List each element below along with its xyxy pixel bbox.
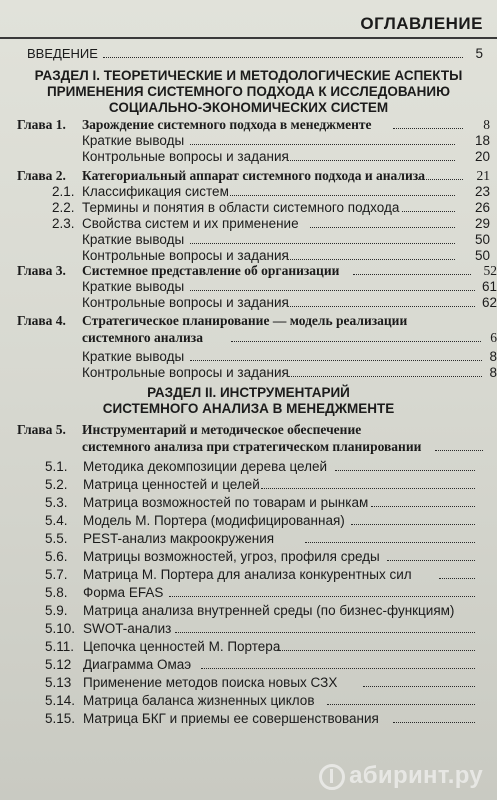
toc-entry-subsection[interactable]: [45, 657, 490, 675]
chapter-title: Системное представление об организации: [82, 263, 340, 278]
entry-page: 8: [489, 365, 497, 380]
labirint-logo-icon: [319, 764, 345, 790]
dot-leader: [327, 703, 475, 705]
toc-entry-subsection[interactable]: [45, 513, 490, 531]
entry-title: Контрольные вопросы и задания: [82, 365, 289, 380]
toc-entry-subsection[interactable]: [45, 711, 490, 729]
watermark-text: абиринт.ру: [349, 762, 483, 789]
dot-leader: [261, 487, 475, 489]
subsection-number: 5.13: [45, 675, 72, 690]
subsection-number: 2.2.: [52, 200, 75, 215]
entry-page: 26: [474, 200, 490, 215]
toc-entry-subsection[interactable]: [45, 549, 490, 567]
entry-title: Матрица анализа внутренней среды (по бизнес-функциям): [83, 603, 455, 618]
dot-leader: [335, 469, 475, 471]
dot-leader: [402, 210, 455, 212]
subsection-number: 5.8.: [45, 585, 68, 600]
subsection-number: 5.12: [45, 657, 72, 672]
dot-leader: [103, 56, 463, 58]
subsection-number: 5.11.: [45, 639, 75, 654]
entry-title: ВВЕДЕНИЕ: [27, 46, 98, 61]
dot-leader: [288, 305, 475, 307]
entry-title: Классификация систем: [82, 184, 229, 199]
subsection-number: 5.7.: [45, 567, 68, 582]
chapter-number: Глава 4.: [17, 313, 66, 328]
entry-title: Матрица М. Портера для анализа конкурентных сил: [83, 567, 412, 582]
chapter-number: Глава 2.: [17, 168, 66, 183]
entry-title: Модель М. Портера (модифицированная): [83, 513, 345, 528]
entry-title: Форма EFAS: [83, 585, 164, 600]
dot-leader: [387, 559, 475, 561]
dot-leader: [175, 631, 475, 633]
dot-leader: [169, 595, 475, 597]
entry-title: Диаграмма Омаэ: [83, 657, 192, 672]
toc-entry-questions[interactable]: [82, 365, 497, 383]
page-title: ОГЛАВЛЕНИЕ: [360, 14, 483, 33]
toc-entry-subsection[interactable]: [45, 531, 490, 549]
page-header: [0, 0, 497, 40]
entry-page: 50: [474, 248, 490, 263]
toc-entry-subsection[interactable]: [45, 567, 490, 585]
toc-entry-questions[interactable]: [82, 149, 490, 167]
toc-entry-subsection[interactable]: [45, 693, 490, 711]
chapter-page: 8: [483, 117, 490, 132]
subsection-number: 5.6.: [45, 549, 68, 564]
dot-leader: [351, 523, 475, 525]
entry-title: Матрицы возможностей, угроз, профиля среды: [83, 549, 380, 564]
subsection-number: 5.15.: [45, 711, 76, 726]
toc-entry-questions[interactable]: [82, 295, 497, 313]
section-heading-line: СИСТЕМНОГО АНАЛИЗА В МЕНЕДЖМЕНТЕ: [102, 401, 395, 416]
subsection-number: 5.3.: [45, 495, 68, 510]
dot-leader: [435, 449, 483, 451]
dot-leader: [231, 340, 481, 342]
entry-title: Матрица баланса жизненных циклов: [83, 693, 315, 708]
entry-title: Свойства систем и их применение: [82, 216, 299, 231]
subsection-number: 5.5.: [45, 531, 68, 546]
subsection-number: 5.10.: [45, 621, 76, 636]
dot-leader: [305, 541, 475, 543]
subsection-number: 5.14.: [45, 693, 76, 708]
subsection-number: 5.4.: [45, 513, 68, 528]
dot-leader: [371, 505, 475, 507]
subsection-number: 5.9.: [45, 603, 68, 618]
chapter-title: Категориальный аппарат системного подхода и анализа: [82, 168, 425, 183]
toc-entry-subsection[interactable]: [45, 603, 490, 621]
entry-title: Матрица ценностей и целей: [83, 477, 260, 492]
toc-entry-chapter-4[interactable]: [17, 313, 497, 347]
toc-entry-subsection[interactable]: [45, 639, 490, 657]
entry-title: Матрица возможностей по товарам и рынкам: [83, 495, 369, 510]
section-heading-line: СОЦИАЛЬНО-ЭКОНОМИЧЕСКИХ СИСТЕМ: [108, 100, 389, 115]
chapter-title-line: системного анализа при стратегическом планировании: [82, 439, 422, 454]
dot-leader: [190, 289, 475, 291]
entry-title: PEST-анализ макроокружения: [83, 531, 275, 546]
entry-title: Термины и понятия в области системного подхода: [82, 200, 400, 215]
entry-title: Краткие выводы: [82, 133, 185, 148]
dot-leader: [393, 721, 475, 723]
entry-page: 62: [481, 295, 497, 310]
entry-page: 50: [474, 232, 490, 247]
entry-page: 20: [474, 149, 490, 164]
chapter-title: Зарождение системного подхода в менеджменте: [82, 117, 372, 132]
chapter-page: 6: [490, 330, 497, 345]
toc-entry-subsection[interactable]: [45, 621, 490, 639]
subsection-number: 2.3.: [52, 216, 75, 231]
chapter-page: 52: [483, 263, 497, 278]
entry-title: Контрольные вопросы и задания: [82, 149, 289, 164]
dot-leader: [277, 649, 475, 651]
section-1-heading: [0, 68, 497, 116]
chapter-title-line: системного анализа: [82, 330, 203, 345]
dot-leader: [310, 226, 455, 228]
entry-page: 29: [474, 216, 490, 231]
toc-entry-subsection[interactable]: [45, 585, 490, 603]
chapter-number: Глава 3.: [17, 263, 66, 278]
entry-title: Краткие выводы: [82, 279, 185, 294]
dot-leader: [393, 127, 463, 129]
section-heading-line: РАЗДЕЛ I. ТЕОРЕТИЧЕСКИЕ И МЕТОДОЛОГИЧЕСКИЕ АСПЕКТЫ: [34, 68, 463, 83]
dot-leader: [353, 273, 471, 275]
chapter-page: 21: [476, 168, 490, 183]
dot-leader: [190, 143, 455, 145]
entry-title: Применение методов поиска новых СЗХ: [83, 675, 338, 690]
chapter-number: Глава 5.: [17, 422, 66, 437]
entry-title: Методика декомпозиции дерева целей: [83, 459, 328, 474]
toc-entry-chapter-5[interactable]: [17, 422, 497, 456]
dot-leader: [363, 685, 475, 687]
entry-title: Краткие выводы: [82, 232, 185, 247]
chapter-title-line: Стратегическое планирование — модель реализации: [82, 313, 408, 328]
entry-title: Цепочка ценностей М. Портера: [83, 639, 281, 654]
entry-title: Краткие выводы: [82, 349, 185, 364]
chapter-number: Глава 1.: [17, 117, 66, 132]
dot-leader: [201, 667, 475, 669]
entry-title: Контрольные вопросы и задания: [82, 248, 289, 263]
toc-entry-intro[interactable]: [27, 46, 483, 64]
dot-leader: [439, 577, 475, 579]
toc-entry-subsection[interactable]: [45, 495, 490, 513]
dot-leader: [288, 258, 455, 260]
entry-page: 8: [489, 349, 497, 364]
chapter-title-line: Инструментарий и методическое обеспечение: [82, 422, 362, 437]
entry-page: 5: [475, 46, 483, 61]
subsection-number: 2.1.: [52, 184, 75, 199]
subsection-number: 5.1.: [45, 459, 68, 474]
dot-leader: [288, 159, 455, 161]
section-heading-line: РАЗДЕЛ II. ИНСТРУМЕНТАРИЙ: [147, 385, 350, 400]
entry-page: 18: [474, 133, 490, 148]
entry-title: SWOT-анализ: [83, 621, 172, 636]
toc-entry-subsection[interactable]: [45, 675, 490, 693]
toc-entry-subsection[interactable]: [45, 477, 490, 495]
dot-leader: [288, 375, 482, 377]
entry-title: Контрольные вопросы и задания: [82, 295, 289, 310]
dot-leader: [230, 194, 455, 196]
labirint-watermark: [319, 762, 483, 790]
subsection-number: 5.2.: [45, 477, 68, 492]
dot-leader: [415, 178, 463, 180]
dot-leader: [190, 359, 482, 361]
header-rule: [0, 37, 497, 39]
section-heading-line: ПРИМЕНЕНИЯ СИСТЕМНОГО ПОДХОДА К ИССЛЕДОВАНИЮ: [46, 84, 451, 99]
toc-entry-subsection[interactable]: [45, 459, 490, 477]
section-2-heading: [0, 385, 497, 417]
entry-title: Матрица БКГ и приемы ее совершенствования: [83, 711, 379, 726]
entry-page: 23: [474, 184, 490, 199]
dot-leader: [190, 242, 455, 244]
entry-page: 61: [481, 279, 497, 294]
